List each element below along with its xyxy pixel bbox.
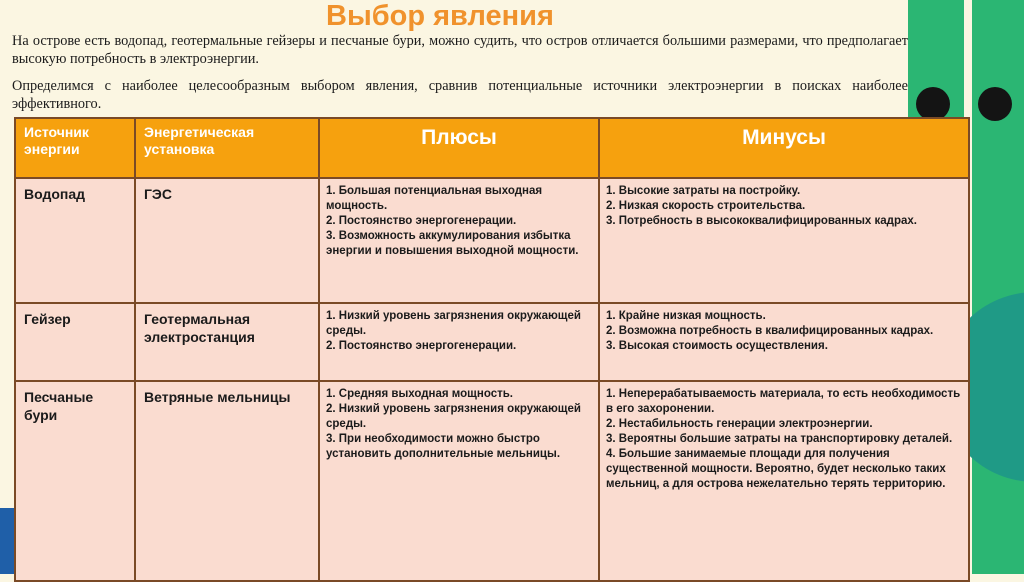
black-dot-right xyxy=(978,87,1012,121)
pros-item: 1. Низкий уровень загрязнения окружающей среды. xyxy=(326,310,581,337)
black-dot-left xyxy=(916,87,950,121)
cell-source: Водопад xyxy=(15,178,135,303)
slide-title: Выбор явления xyxy=(326,0,554,32)
cons-item: 2. Нестабильность генерации электроэнергии. xyxy=(606,418,873,430)
cons-item: 1. Неперерабатываемость материала, то есть необходимость в его захоронении. xyxy=(606,388,961,415)
cell-cons xyxy=(599,178,969,303)
cell-installation: ГЭС xyxy=(135,178,319,303)
header-cons: Минусы xyxy=(599,118,969,178)
pros-item: 2. Постоянство энергогенерации. xyxy=(326,340,517,352)
comparison-table xyxy=(14,117,970,582)
cell-source: Песчаные бури xyxy=(15,381,135,581)
table-row xyxy=(15,178,969,303)
cons-item: 1. Крайне низкая мощность. xyxy=(606,310,766,322)
intro-paragraph: На острове есть водопад, геотермальные гейзеры и песчаные бури, можно судить, что остров отличается большими размерами, что предполагает высокую потребность в электроэнергии. xyxy=(12,33,908,67)
cons-item: 2. Возможна потребность в квалифицированных кадрах. xyxy=(606,325,934,337)
cons-item: 1. Высокие затраты на постройку. xyxy=(606,185,801,197)
pros-item: 1. Большая потенциальная выходная мощность. xyxy=(326,185,543,212)
cell-installation: Ветряные мельницы xyxy=(135,381,319,581)
cell-source: Гейзер xyxy=(15,303,135,381)
green-stripe-right xyxy=(972,0,1024,574)
header-installation: Энергетическая установка xyxy=(135,118,319,178)
cons-item: 4. Большие занимаемые площади для получения существенной мощности. Вероятно, будет несколько таких мельниц, а для острова нежелательно терять территорию. xyxy=(606,448,946,490)
cons-item: 3. Высокая стоимость осуществления. xyxy=(606,340,828,352)
header-source: Источник энергии xyxy=(15,118,135,178)
table-row xyxy=(15,381,969,581)
cons-item: 2. Низкая скорость строительства. xyxy=(606,200,806,212)
goal-paragraph: Определимся с наиболее целесообразным выбором явления, сравнив потенциальные источники электроэнергии в поисках наиболее эффективного. xyxy=(12,78,908,112)
pros-item: 3. Возможность аккумулирования избытка энергии и повышения выходной мощности. xyxy=(326,230,579,257)
pros-item: 2. Постоянство энергогенерации. xyxy=(326,215,517,227)
pros-item: 2. Низкий уровень загрязнения окружающей среды. xyxy=(326,403,581,430)
cons-item: 3. Потребность в высококвалифицированных кадрах. xyxy=(606,215,917,227)
cell-pros xyxy=(319,303,599,381)
cell-installation: Геотермальная электростанция xyxy=(135,303,319,381)
cell-cons xyxy=(599,303,969,381)
cons-item: 3. Вероятны большие затраты на транспортировку деталей. xyxy=(606,433,953,445)
cell-cons xyxy=(599,381,969,581)
pros-item: 3. При необходимости можно быстро установить дополнительные мельницы. xyxy=(326,433,561,460)
cell-pros xyxy=(319,178,599,303)
header-pros: Плюсы xyxy=(319,118,599,178)
pros-item: 1. Средняя выходная мощность. xyxy=(326,388,513,400)
table-header-row xyxy=(15,118,969,178)
table-row xyxy=(15,303,969,381)
cell-pros xyxy=(319,381,599,581)
